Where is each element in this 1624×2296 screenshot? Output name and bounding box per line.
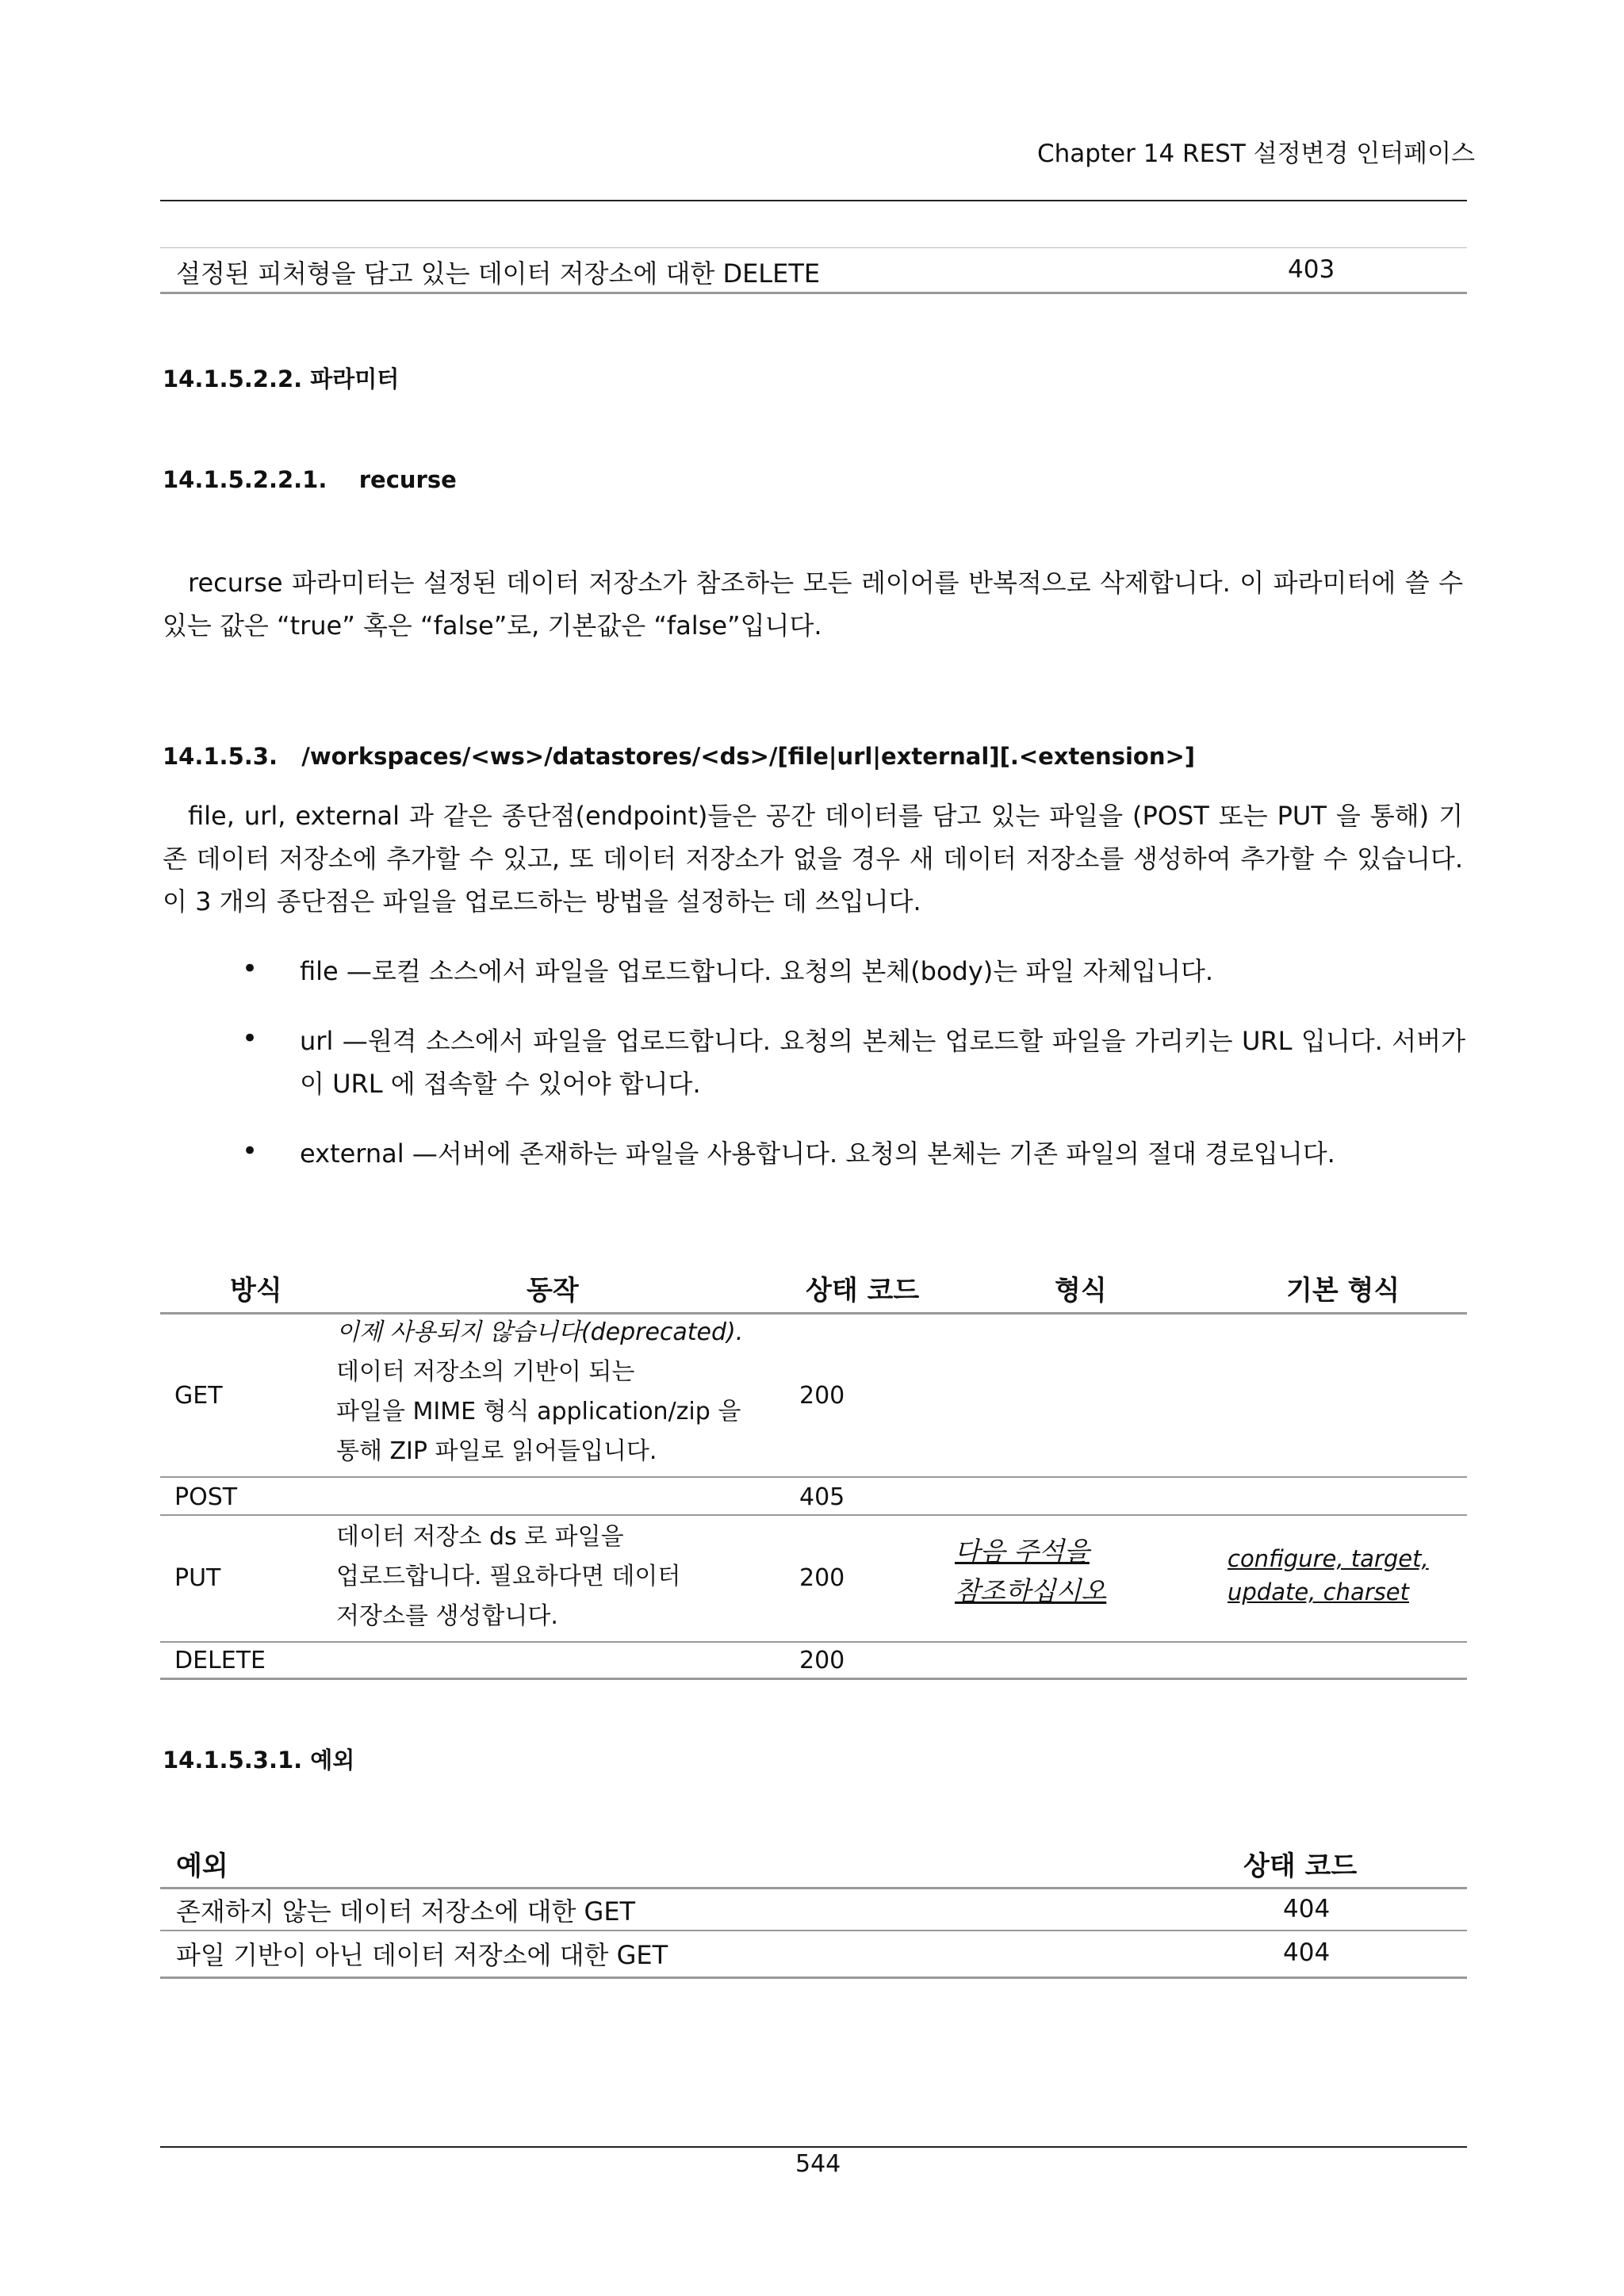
footer-rule xyxy=(160,2146,1467,2148)
delete-status: 200 xyxy=(799,1647,845,1674)
status-cell: 403 xyxy=(1288,255,1335,284)
section-heading-recurse: 14.1.5.2.2.1. recurse xyxy=(163,466,457,493)
col-header-format: 형식 xyxy=(1055,1275,1107,1307)
table-bottom-rule xyxy=(160,1678,1467,1680)
put-formats-link[interactable]: 다음 주석을 xyxy=(955,1536,1090,1567)
put-status: 200 xyxy=(799,1564,845,1592)
table-top-rule xyxy=(160,247,1467,248)
chapter-header: Chapter 14 REST 설정변경 인터페이스 xyxy=(1036,140,1475,168)
table-header-rule xyxy=(160,1887,1467,1889)
get-method: GET xyxy=(174,1382,223,1410)
post-method: POST xyxy=(174,1483,238,1511)
row-rule xyxy=(160,1930,1467,1931)
exception-cell: 설정된 피처형을 담고 있는 데이터 저장소에 대한 DELETE xyxy=(176,258,821,289)
bullet-marker: • xyxy=(242,1135,259,1167)
recurse-description: recurse 파라미터는 설정된 데이터 저장소가 참조하는 모든 레이어를 반복적으로 삭제합니다. 이 파라미터에 쓸 수 있는 값은 “true” 혹은 “false”로, 기본값은 “false”입니다. xyxy=(163,568,1463,641)
get-action-line: 통해 ZIP 파일로 읽어들입니다. xyxy=(336,1437,657,1465)
get-action-line: 데이터 저장소의 기반이 되는 xyxy=(336,1358,635,1386)
endpoints-intro: file, url, external 과 같은 종단점(endpoint)들은 공간 데이터를 담고 있는 파일을 (POST 또는 PUT 을 통해) 기존 데이터 저장소에 추가할 수 있고, 또 데이터 저장소가 없을 경우 새 데이터 저장소를 생성하여 추가할 수 있습니다. 이 3 개의 종단점은 파일을 업로드하는 방법을 설정하는 데 쓰입니다. xyxy=(163,801,1463,916)
col-header-status: 상태 코드 xyxy=(806,1275,920,1307)
col-header-status: 상태 코드 xyxy=(1243,1850,1358,1882)
table-bottom-rule xyxy=(160,1976,1467,1979)
get-status: 200 xyxy=(799,1382,845,1410)
col-header-method: 방식 xyxy=(230,1275,282,1307)
exception-cell: 존재하지 않는 데이터 저장소에 대한 GET xyxy=(176,1896,636,1927)
section-heading-exceptions: 14.1.5.3.1. 예외 xyxy=(163,1747,355,1774)
section-heading-parameters: 14.1.5.2.2. 파라미터 xyxy=(163,365,400,392)
put-action-line: 업로드합니다. 필요하다면 데이터 xyxy=(336,1563,681,1590)
bullet-marker: • xyxy=(242,1023,259,1054)
bullet-external: external —서버에 존재하는 파일을 사용합니다. 요청의 본체는 기존 파일의 절대 경로입니다. xyxy=(300,1138,1335,1169)
put-default-format: configure, target, xyxy=(1228,1545,1429,1572)
bullet-marker: • xyxy=(242,953,259,985)
status-cell: 404 xyxy=(1283,1938,1331,1967)
status-cell: 404 xyxy=(1283,1895,1331,1923)
row-rule xyxy=(160,1476,1467,1478)
get-deprecated-note: 이제 사용되지 않습니다(deprecated). xyxy=(336,1318,744,1346)
col-header-exception: 예외 xyxy=(176,1850,228,1882)
get-action-line: 파일을 MIME 형식 application/zip 을 xyxy=(336,1398,741,1425)
delete-method: DELETE xyxy=(174,1647,266,1674)
put-action-line: 데이터 저장소 ds 로 파일을 xyxy=(336,1523,624,1551)
header-rule xyxy=(160,200,1467,201)
table-bottom-rule xyxy=(160,292,1467,294)
section-heading-endpoints: 14.1.5.3. /workspaces/<ws>/datastores/<ds>/[file|url|external][.<extension>] xyxy=(163,743,1196,770)
put-method: PUT xyxy=(174,1564,221,1592)
put-action-line: 저장소를 생성합니다. xyxy=(336,1602,558,1630)
put-formats-link[interactable]: 참조하십시오 xyxy=(955,1575,1107,1606)
bullet-file: file —로컬 소스에서 파일을 업로드합니다. 요청의 본체(body)는 파일 자체입니다. xyxy=(300,956,1214,986)
bullet-url: url —원격 소스에서 파일을 업로드합니다. 요청의 본체는 업로드할 파일을 가리키는 URL 입니다. 서버가 이 URL 에 접속할 수 있어야 합니다. xyxy=(300,1026,1465,1099)
col-header-action: 동작 xyxy=(527,1275,579,1307)
row-rule xyxy=(160,1514,1467,1516)
col-header-default-format: 기본 형식 xyxy=(1286,1275,1400,1307)
exception-cell: 파일 기반이 아닌 데이터 저장소에 대한 GET xyxy=(176,1940,668,1970)
page-number: 544 xyxy=(795,2150,841,2178)
put-default-format: update, charset xyxy=(1228,1578,1409,1605)
post-status: 405 xyxy=(799,1483,845,1511)
